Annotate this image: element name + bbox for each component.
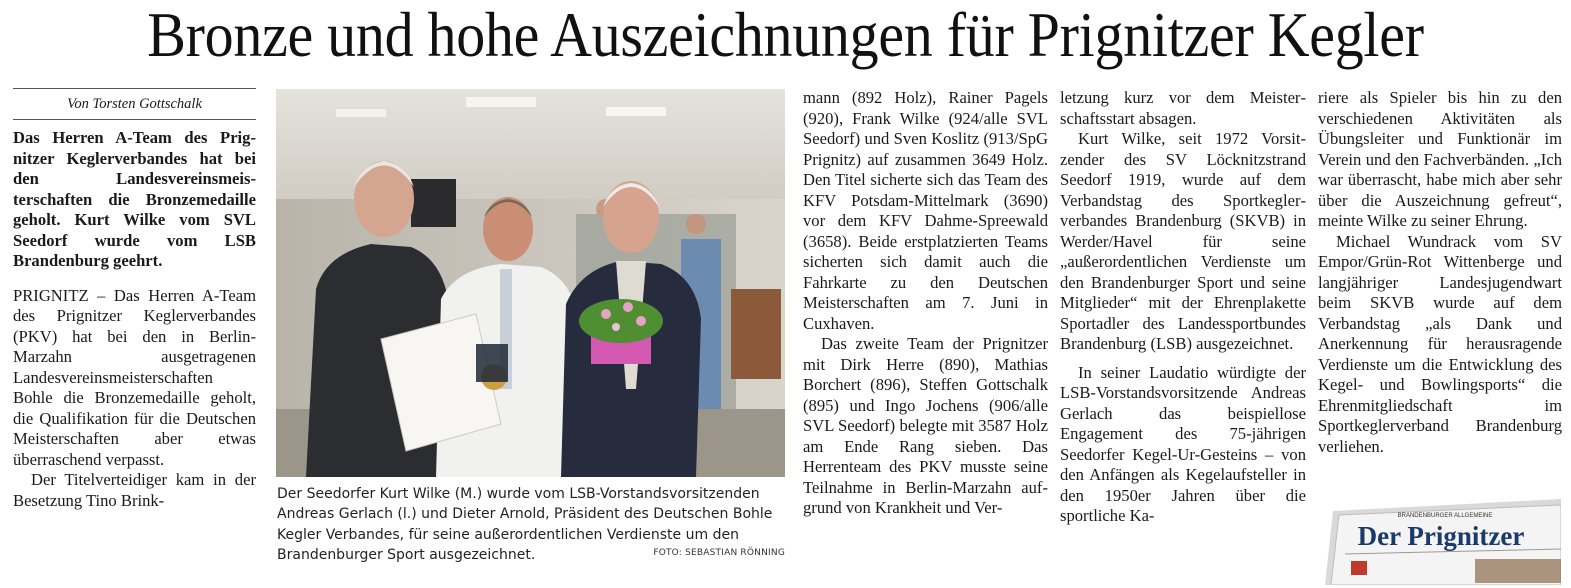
column-3 — [803, 88, 1048, 519]
body-paragraph: riere als Spieler bis hin zu den verschiedenen Aktivitäten als Übungsleiter und Funktionär im Verein und den Fachverbänden. „Ich war überrascht, habe mich aber sehr über die Auszeichnung gefreut“, meinte Wilke zu seiner Ehrung. — [1318, 88, 1562, 230]
body-paragraph: Michael Wundrack vom SV Empor/Grün-Rot Wittenberge und langjähriger Landesjugendwart beim SKVB wurde auf dem Verbandstag „als Dank und Anerkennung für herausragende Verdienste um die Entwicklung des Kegel- und Bowlingsports“ die Ehrenmitgliedschaft im Sportkeglerverband Brandenburg verliehen. — [1318, 231, 1562, 456]
headline: Bronze und hohe Auszeichnungen für Prignitzer Kegler — [147, 0, 1424, 70]
byline: Von Torsten Gottschalk — [67, 96, 202, 112]
body-paragraph: In seiner Laudatio würdigte der LSB-Vorstandsvorsitzende Andreas Gerlach das beispiellose Engagement des 75-jährigen Seedorfer Kegel-Ur-Gesteins – von den Anfängen als Kegelaufsteller in den 1950er Jahren über die sportliche Ka- — [1060, 362, 1306, 525]
article-photo — [276, 89, 785, 477]
byline-rule-bottom — [13, 119, 256, 120]
caption-text: Der Seedorfer Kurt Wilke (M.) wurde vom LSB-Vorstandsvorsitzenden Andreas Gerlach (l.) und Dieter Arnold, Präsident des Deutschen Bohle Kegler Verbandes, für seine außerordentlichen Verdienste um den Brandenburger Sport ausgezeichnet. — [277, 486, 773, 564]
body-paragraph: Kurt Wilke, seit 1972 Vorsitzender des SV Löcknitzstrand Seedorf 1919, wurde auf dem Verbandstag des Sportkeglerverbandes Brandenburg (SKVB) in Werder/Havel für seine „außerordentlichen Verdienste um den Brandenburger Sport und seine Mitglieder“ mit der Ehrenplakette Sportadler des Landessportbundes Brandenburg (LSB) ausgezeichnet. — [1060, 129, 1306, 353]
newspaper-name: Der Prignitzer — [1357, 521, 1525, 551]
body-paragraph: Das zweite Team der Prignitzer mit Dirk Herre (890), Mathias Borchert (896), Steffen Gottschalk (895) und Ingo Jochens (906/alle SVL Seedorf) belegte mit 3587 Holz am Ende Rang sieben. Das Herrenteam des PKV musste seine Teilnahme in Berlin-Marzahn aufgrund von Krankheit und Ver- — [803, 334, 1048, 517]
body-paragraph: Der Titelverteidiger kam in der Besetzung Tino Brink- — [13, 470, 256, 510]
column-4 — [1060, 88, 1306, 527]
body-paragraph: letzung kurz vor dem Meisterschaftsstart absagen. — [1060, 88, 1306, 128]
body-paragraph: PRIGNITZ – Das Herren A-Team des Prignitzer Keglerverbandes (PKV) hat bei den in Berlin-Marzahn ausgetragenen Landesvereinsmeisterschaften Bohle die Bronzemedaille geholt, die Qualifikation für die Deutschen Meisterschaften aber etwas überraschend verpasst. — [13, 285, 256, 469]
newspaper-kicker: BRANDENBURGER ALLGEMEINE — [1397, 513, 1493, 519]
column-1 — [13, 88, 256, 511]
body-paragraph: mann (892 Holz), Rainer Pagels (920), Frank Wilke (924/alle SVL Seedorf) und Sven Koslitz (913/SpG Prignitz) auf zusammen 3649 Holz. Den Titel sicherte sich das Team des KFV Potsdam-Mittelmark (3690) vor dem KFV Dahme-Spreewald (3658). Beide erstplatzierten Teams sicherten sich damit auch die Fahrkarte zu den Deutschen Meisterschaften am 7. Juni in Cuxhaven. — [803, 88, 1048, 333]
award-ceremony-photo — [276, 89, 785, 477]
newspaper-stack-icon — [1325, 497, 1561, 585]
column-5 — [1318, 88, 1562, 457]
newspaper-logo — [1325, 497, 1561, 585]
photo-credit: FOTO: SEBASTIAN RÖNNING — [653, 548, 785, 559]
lead-paragraph: Das Herren A-Team des Prignitzer Keglerverbandes hat bei den Landesvereinsmeisterschaften die Bronzemedaille geholt. Kurt Wilke vom SVL Seedorf wurde vom LSB Brandenburg geehrt. — [13, 128, 256, 270]
photo-caption — [277, 484, 785, 566]
